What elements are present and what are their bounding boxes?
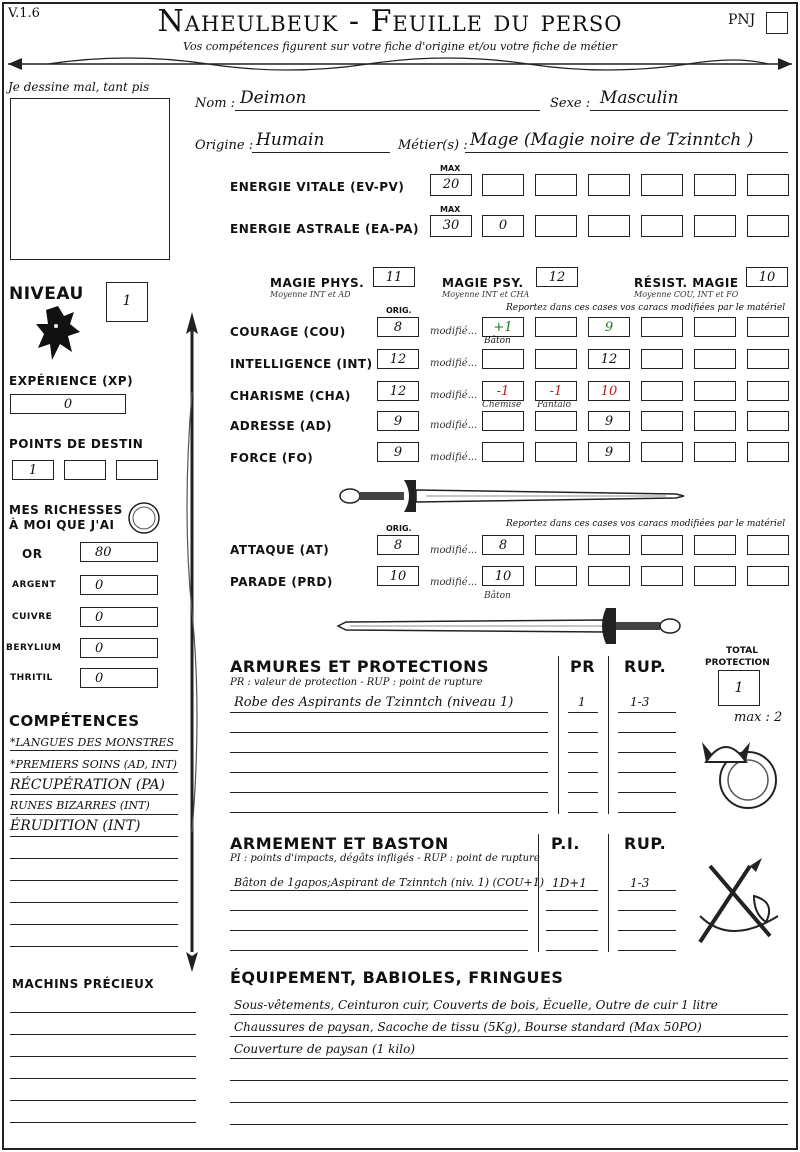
argent-box[interactable]: 0 — [80, 575, 158, 595]
metier-label: Métier(s) : — [398, 138, 468, 153]
portrait-box[interactable] — [10, 98, 170, 260]
resist-magie-box[interactable]: 10 — [746, 267, 788, 287]
fo-mod-box[interactable] — [535, 442, 577, 462]
pnj-checkbox[interactable] — [766, 12, 788, 34]
ad-box[interactable] — [747, 411, 789, 431]
total-protection-box[interactable]: 1 — [718, 670, 760, 706]
cha-modifie: modifié... — [430, 390, 478, 401]
at-label: ATTAQUE (AT) — [230, 543, 330, 557]
skill-item[interactable]: ÉRUDITION (INT) — [10, 818, 141, 834]
protection-label: PROTECTION — [705, 658, 770, 668]
cou-label: COURAGE (COU) — [230, 325, 346, 339]
sheet-title: Naheulbeuk - Feuille du perso — [157, 4, 623, 39]
ad-orig-box[interactable]: 9 — [377, 411, 419, 431]
equipment-item[interactable]: Sous-vêtements, Ceinturon cuir, Couverts de bois, Écuelle, Outre de cuir 1 litre — [234, 998, 718, 1012]
ev-max-box[interactable]: 20 — [430, 174, 472, 196]
berylium-box[interactable]: 0 — [80, 638, 158, 658]
armement-pi-header: P.I. — [551, 834, 580, 853]
armement-note: PI : points d'impacts, dégâts infligés - RUP : point de rupture — [230, 853, 540, 864]
fo-modifie: modifié... — [430, 452, 478, 463]
at-box[interactable] — [535, 535, 577, 555]
magie-psy-box[interactable]: 12 — [536, 267, 578, 287]
weapon-item-rup[interactable]: 1-3 — [630, 876, 650, 890]
pnj-label: PNJ — [728, 12, 756, 28]
cou-box[interactable] — [747, 317, 789, 337]
fo-box[interactable] — [641, 442, 683, 462]
richesses-label: MES RICHESSES — [9, 503, 123, 517]
ad-label: ADRESSE (AD) — [230, 419, 333, 433]
skill-item[interactable]: *PREMIERS SOINS (AD, INT) — [10, 758, 177, 771]
armement-rup-header: RUP. — [624, 834, 667, 853]
int-mod-box[interactable] — [535, 349, 577, 369]
magie-phys-label: MAGIE PHYS. — [270, 276, 365, 290]
prd-label: PARADE (PRD) — [230, 575, 333, 589]
berylium-label: BERYLIUM — [6, 643, 62, 653]
fo-mod-box[interactable] — [482, 442, 524, 462]
fo-box[interactable] — [694, 442, 736, 462]
int-box[interactable] — [694, 349, 736, 369]
ev-box[interactable] — [588, 174, 630, 196]
int-box[interactable] — [641, 349, 683, 369]
armor-item-name[interactable]: Robe des Aspirants de Tzinntch (niveau 1) — [234, 695, 514, 710]
armures-rup-header: RUP. — [624, 657, 667, 676]
dragon-icon — [34, 302, 82, 364]
cou-mod-box[interactable]: +1 — [482, 317, 524, 337]
thritil-label: THRITIL — [10, 673, 53, 683]
ea-box[interactable] — [747, 215, 789, 237]
cha-final-box[interactable]: 10 — [588, 381, 630, 401]
ea-box[interactable] — [588, 215, 630, 237]
cou-box[interactable] — [694, 317, 736, 337]
ev-box[interactable] — [482, 174, 524, 196]
ev-label: ENERGIE VITALE (EV-PV) — [230, 180, 405, 194]
competences-title: COMPÉTENCES — [9, 712, 140, 730]
armor-item-pr[interactable]: 1 — [578, 695, 586, 709]
prd-mod-note: Bâton — [484, 591, 511, 601]
sexe-value[interactable]: Masculin — [600, 88, 679, 108]
sheet-subtitle: Vos compétences figurent sur votre fiche d'origine et/ou votre fiche de métier — [183, 40, 617, 53]
weapon-item-pi[interactable]: 1D+1 — [552, 876, 587, 890]
version-label: V.1.6 — [8, 6, 40, 21]
cou-mod-box[interactable] — [535, 317, 577, 337]
equipment-item[interactable]: Couverture de paysan (1 kilo) — [234, 1042, 416, 1056]
nom-value[interactable]: Deimon — [240, 88, 307, 108]
magie-phys-box[interactable]: 11 — [373, 267, 415, 287]
destin-box[interactable]: 1 — [12, 460, 54, 480]
combat-orig-label: ORIG. — [386, 524, 412, 533]
ea-label: ENERGIE ASTRALE (EA-PA) — [230, 222, 419, 236]
sexe-label: Sexe : — [550, 96, 591, 111]
at-box[interactable] — [747, 535, 789, 555]
origine-label: Origine : — [195, 138, 254, 153]
metier-value[interactable]: Mage (Magie noire de Tzinntch ) — [470, 130, 754, 150]
armement-title: ARMEMENT ET BASTON — [230, 834, 449, 853]
magie-psy-note: Moyenne INT et CHA — [442, 290, 530, 299]
prd-orig-box[interactable]: 10 — [377, 566, 419, 586]
cuivre-box[interactable]: 0 — [80, 607, 158, 627]
ad-mod-box[interactable] — [482, 411, 524, 431]
destin-box[interactable] — [116, 460, 158, 480]
ea-box[interactable]: 0 — [482, 215, 524, 237]
niveau-box[interactable]: 1 — [106, 282, 148, 322]
ea-box[interactable] — [535, 215, 577, 237]
armor-item-rup[interactable]: 1-3 — [630, 695, 650, 709]
armures-title: ARMURES ET PROTECTIONS — [230, 657, 489, 676]
ev-box[interactable] — [641, 174, 683, 196]
ev-box[interactable] — [747, 174, 789, 196]
resist-magie-label: RÉSIST. MAGIE — [634, 276, 739, 290]
ea-box[interactable] — [641, 215, 683, 237]
cha-box[interactable] — [694, 381, 736, 401]
sword-icon — [336, 476, 686, 516]
ev-box[interactable] — [694, 174, 736, 196]
weapon-item-name[interactable]: Bâton de 1gapos;Aspirant de Tzinntch (niv. 1) (COU+1) — [234, 876, 545, 889]
max-protection: max : 2 — [734, 710, 783, 725]
int-final-box[interactable]: 12 — [588, 349, 630, 369]
spear-icon — [180, 312, 204, 972]
int-box[interactable] — [747, 349, 789, 369]
cou-final-box[interactable]: 9 — [588, 317, 630, 337]
helmet-shield-icon — [700, 724, 780, 814]
cha-mod-box[interactable]: -1 — [535, 381, 577, 401]
xp-box[interactable]: 0 — [10, 394, 126, 414]
cou-mod-note: Bâton — [484, 336, 511, 346]
cha-label: CHARISME (CHA) — [230, 389, 351, 403]
skill-item[interactable]: *LANGUES DES MONSTRES — [10, 736, 175, 749]
magie-phys-note: Moyenne INT et AD — [270, 290, 351, 299]
cha-mod-box[interactable]: -1 — [482, 381, 524, 401]
thritil-box[interactable]: 0 — [80, 668, 158, 688]
magie-psy-label: MAGIE PSY. — [442, 276, 524, 290]
ad-modifie: modifié... — [430, 420, 478, 431]
ad-mod-box[interactable] — [535, 411, 577, 431]
origine-value[interactable]: Humain — [256, 130, 325, 150]
skill-item[interactable]: RÉCUPÉRATION (PA) — [10, 777, 166, 793]
prd-mod-box[interactable]: 10 — [482, 566, 524, 586]
or-label: OR — [22, 547, 43, 561]
coin-icon — [126, 500, 162, 536]
header-ornament-icon — [8, 52, 792, 78]
armures-pr-header: PR — [570, 657, 596, 676]
equipment-item[interactable]: Chaussures de paysan, Sacoche de tissu (5Kg), Bourse standard (Max 50PO) — [234, 1020, 702, 1034]
fo-box[interactable] — [747, 442, 789, 462]
cha-box[interactable] — [747, 381, 789, 401]
cou-modifie: modifié... — [430, 326, 478, 337]
equipement-title: ÉQUIPEMENT, BABIOLES, FRINGUES — [230, 968, 564, 987]
fo-label: FORCE (FO) — [230, 451, 314, 465]
ad-box[interactable] — [641, 411, 683, 431]
prd-box[interactable] — [747, 566, 789, 586]
or-box[interactable]: 80 — [80, 542, 158, 562]
skill-item[interactable]: RUNES BIZARRES (INT) — [10, 799, 150, 812]
fo-final-box[interactable]: 9 — [588, 442, 630, 462]
xp-label: EXPÉRIENCE (XP) — [9, 374, 134, 388]
destin-box[interactable] — [64, 460, 106, 480]
at-mod-box[interactable]: 8 — [482, 535, 524, 555]
prd-box[interactable] — [535, 566, 577, 586]
nom-label: Nom : — [195, 96, 236, 111]
ea-max-box[interactable]: 30 — [430, 215, 472, 237]
prd-box[interactable] — [694, 566, 736, 586]
ev-box[interactable] — [535, 174, 577, 196]
prd-box[interactable] — [588, 566, 630, 586]
int-orig-box[interactable]: 12 — [377, 349, 419, 369]
machins-precieux-title: MACHINS PRÉCIEUX — [12, 977, 155, 991]
cha-orig-box[interactable]: 12 — [377, 381, 419, 401]
int-label: INTELLIGENCE (INT) — [230, 357, 373, 371]
combat-note: Reportez dans ces cases vos caracs modifiées par le matériel — [506, 519, 786, 529]
ad-box[interactable] — [694, 411, 736, 431]
niveau-label: NIVEAU — [9, 284, 84, 304]
weapons-icon — [690, 856, 786, 952]
ev-max-label: MAX — [440, 164, 461, 173]
at-box[interactable] — [694, 535, 736, 555]
prd-box[interactable] — [641, 566, 683, 586]
int-modifie: modifié... — [430, 358, 478, 369]
cou-orig-box[interactable]: 8 — [377, 317, 419, 337]
resist-magie-note: Moyenne COU, INT et FO — [634, 290, 739, 299]
at-box[interactable] — [588, 535, 630, 555]
portrait-caption: Je dessine mal, tant pis — [8, 80, 150, 94]
cou-box[interactable] — [641, 317, 683, 337]
orig-label: ORIG. — [386, 306, 412, 315]
cha-box[interactable] — [641, 381, 683, 401]
int-mod-box[interactable] — [482, 349, 524, 369]
destin-label: POINTS DE DESTIN — [9, 437, 144, 451]
armures-note: PR : valeur de protection - RUP : point de rupture — [230, 677, 483, 688]
ea-max-label: MAX — [440, 205, 461, 214]
fo-orig-box[interactable]: 9 — [377, 442, 419, 462]
cha-mod-note: Chemise — [482, 400, 522, 410]
sword-icon — [336, 606, 686, 646]
ad-final-box[interactable]: 9 — [588, 411, 630, 431]
argent-label: ARGENT — [12, 580, 57, 590]
prd-modifie: modifié... — [430, 577, 478, 588]
cha-mod-note: Pantalo — [537, 400, 572, 410]
ea-box[interactable] — [694, 215, 736, 237]
total-label: TOTAL — [726, 646, 758, 656]
at-orig-box[interactable]: 8 — [377, 535, 419, 555]
at-box[interactable] — [641, 535, 683, 555]
at-modifie: modifié... — [430, 545, 478, 556]
richesses-label-2: À MOI QUE J'AI — [9, 518, 115, 532]
cuivre-label: CUIVRE — [12, 612, 53, 622]
stats-note: Reportez dans ces cases vos caracs modifiées par le matériel — [506, 303, 786, 313]
